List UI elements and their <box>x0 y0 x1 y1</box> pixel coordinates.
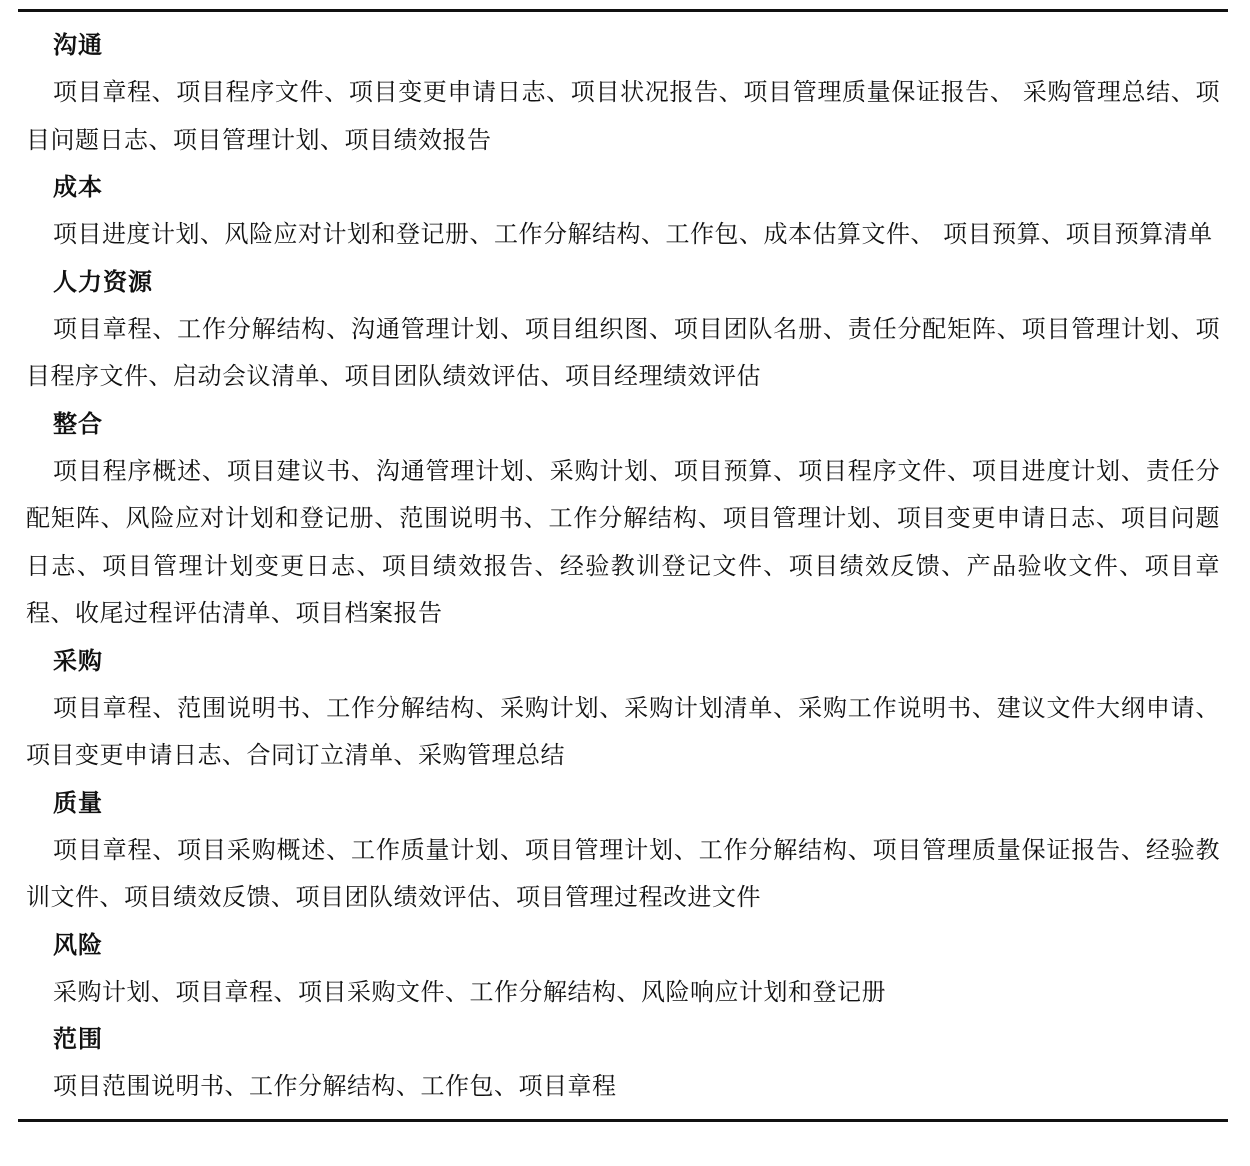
section-document-list: 项目章程、项目采购概述、工作质量计划、项目管理计划、工作分解结构、项目管理质量保证报告、经验教训文件、项目绩效反馈、项目团队绩效评估、项目管理过程改进文件 <box>26 835 1220 911</box>
section-heading: 整合 <box>53 409 103 438</box>
section-procurement <box>18 638 1228 780</box>
section-document-list: 项目进度计划、风险应对计划和登记册、工作分解结构、工作包、成本估算文件、 项目预算、项目预算清单 <box>53 220 1213 248</box>
section-heading: 质量 <box>53 788 103 817</box>
section-heading: 风险 <box>53 930 103 959</box>
section-cost <box>18 164 1228 259</box>
section-document-list: 项目章程、项目程序文件、项目变更申请日志、项目状况报告、项目管理质量保证报告、 采购管理总结、项目问题日志、项目管理计划、项目绩效报告 <box>26 78 1220 154</box>
section-heading: 成本 <box>53 173 103 201</box>
section-heading: 沟通 <box>53 31 103 59</box>
section-heading: 采购 <box>53 646 103 675</box>
section-document-list: 项目章程、工作分解结构、沟通管理计划、项目组织图、项目团队名册、责任分配矩阵、项目管理计划、项目程序文件、启动会议清单、项目团队绩效评估、项目经理绩效评估 <box>26 314 1220 390</box>
section-document-list: 项目程序概述、项目建议书、沟通管理计划、采购计划、项目预算、项目程序文件、项目进度计划、责任分配矩阵、风险应对计划和登记册、范围说明书、工作分解结构、项目管理计划、项目变更申请日志、项目问题日志、项目管理计划变更日志、项目绩效报告、经验教训登记文件、项目绩效反馈、产品验收文件、项目章程、收尾过程评估清单、项目档案报告 <box>26 456 1220 627</box>
section-risk <box>18 922 1228 1017</box>
knowledge-area-document-table <box>18 9 1228 1122</box>
section-document-list: 采购计划、项目章程、项目采购文件、工作分解结构、风险响应计划和登记册 <box>53 977 886 1006</box>
section-document-list: 项目章程、范围说明书、工作分解结构、采购计划、采购计划清单、采购工作说明书、建议文件大纲申请、项目变更申请日志、合同订立清单、采购管理总结 <box>26 693 1220 769</box>
section-quality <box>18 780 1228 922</box>
section-heading: 人力资源 <box>53 267 153 296</box>
section-integration <box>18 401 1228 638</box>
section-communication <box>18 22 1228 164</box>
section-document-list: 项目范围说明书、工作分解结构、工作包、项目章程 <box>53 1072 617 1100</box>
section-heading: 范围 <box>53 1025 103 1053</box>
section-scope <box>18 1016 1228 1111</box>
section-human-resources <box>18 259 1228 401</box>
